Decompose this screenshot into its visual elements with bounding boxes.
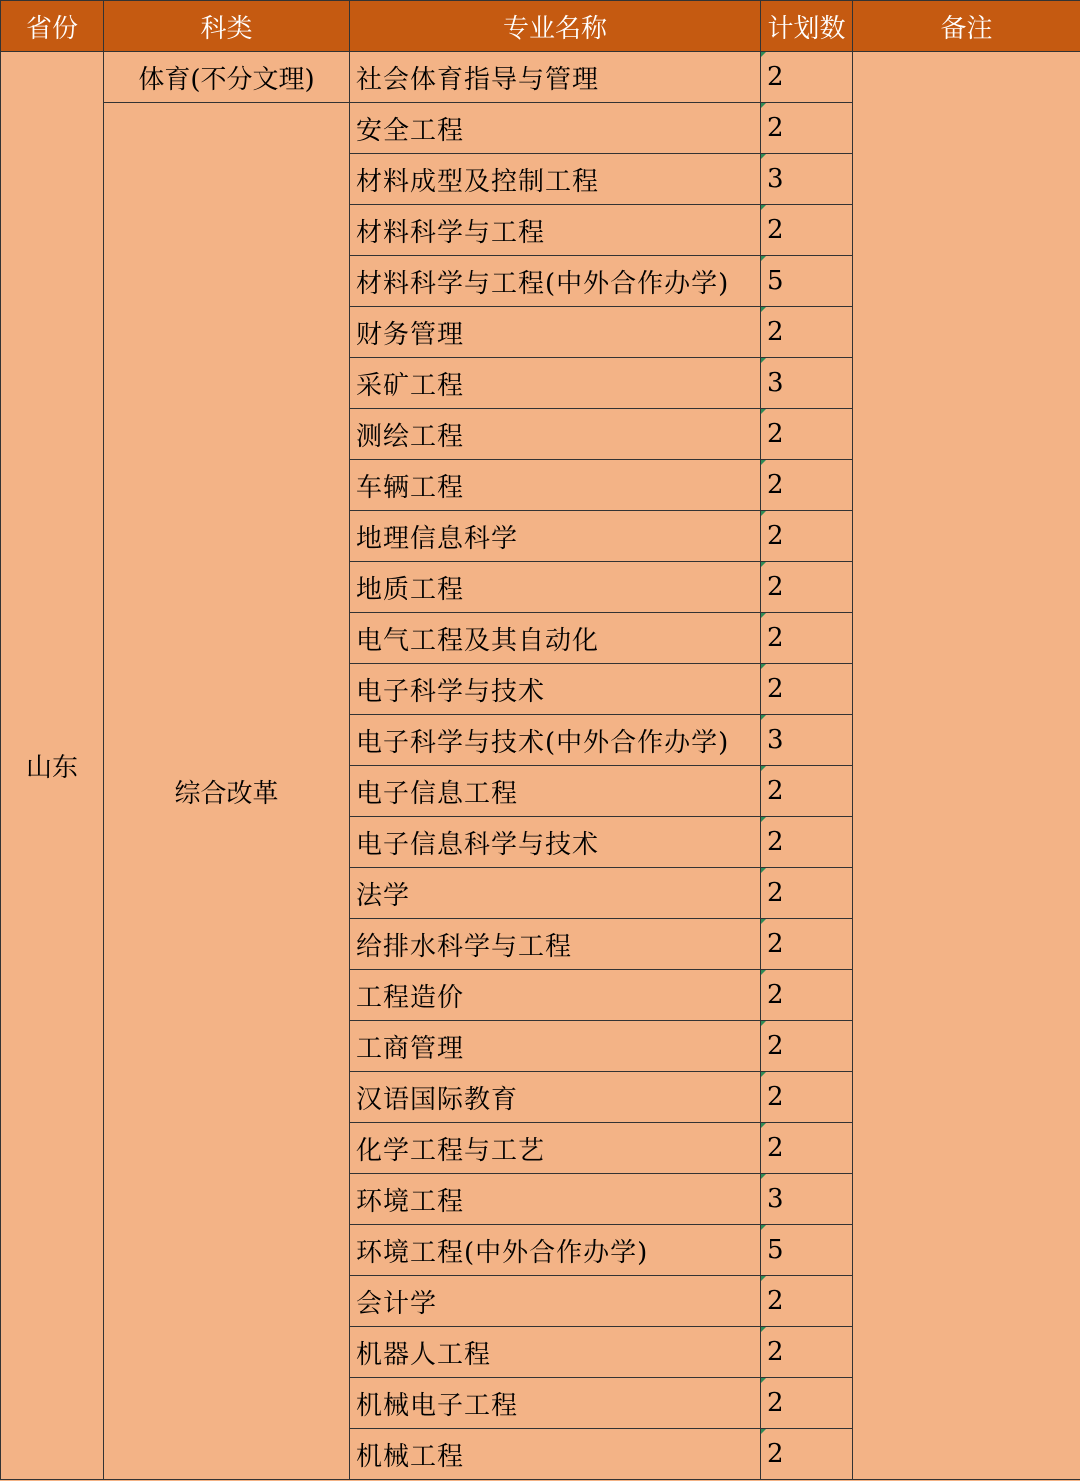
remark-cell xyxy=(853,52,1080,1480)
plan-count-cell: 2 xyxy=(761,970,853,1021)
plan-count-cell: 2 xyxy=(761,766,853,817)
major-name-cell: 化学工程与工艺 xyxy=(350,1123,761,1174)
major-name-cell: 财务管理 xyxy=(350,307,761,358)
plan-count-cell: 2 xyxy=(761,1429,853,1480)
plan-count-cell: 2 xyxy=(761,1123,853,1174)
major-name-cell: 工程造价 xyxy=(350,970,761,1021)
major-name-cell: 工商管理 xyxy=(350,1021,761,1072)
plan-count-cell: 3 xyxy=(761,715,853,766)
plan-count-cell: 2 xyxy=(761,409,853,460)
plan-count-cell: 2 xyxy=(761,307,853,358)
plan-count-cell: 3 xyxy=(761,154,853,205)
plan-count-cell: 2 xyxy=(761,1276,853,1327)
major-name-cell: 采矿工程 xyxy=(350,358,761,409)
header-remark: 备注 xyxy=(853,1,1080,52)
table-row xyxy=(1,52,1080,103)
major-name-cell: 电子科学与技术(中外合作办学) xyxy=(350,715,761,766)
plan-count-cell: 2 xyxy=(761,460,853,511)
plan-count-cell: 2 xyxy=(761,919,853,970)
major-name-cell: 机器人工程 xyxy=(350,1327,761,1378)
major-name-cell: 电气工程及其自动化 xyxy=(350,613,761,664)
plan-count-cell: 2 xyxy=(761,817,853,868)
plan-count-cell: 2 xyxy=(761,1378,853,1429)
plan-count-cell: 2 xyxy=(761,868,853,919)
major-name-cell: 环境工程 xyxy=(350,1174,761,1225)
header-row xyxy=(1,1,1080,52)
plan-count-cell: 3 xyxy=(761,358,853,409)
major-name-cell: 电子信息工程 xyxy=(350,766,761,817)
major-name-cell: 地质工程 xyxy=(350,562,761,613)
major-name-cell: 安全工程 xyxy=(350,103,761,154)
major-name-cell: 会计学 xyxy=(350,1276,761,1327)
header-plan: 计划数 xyxy=(761,1,853,52)
major-name-cell: 材料成型及控制工程 xyxy=(350,154,761,205)
major-name-cell: 机械工程 xyxy=(350,1429,761,1480)
category-cell: 体育(不分文理) xyxy=(104,52,350,103)
plan-count-cell: 5 xyxy=(761,256,853,307)
major-name-cell: 材料科学与工程(中外合作办学) xyxy=(350,256,761,307)
plan-count-cell: 5 xyxy=(761,1225,853,1276)
plan-count-cell: 2 xyxy=(761,103,853,154)
category-cell: 综合改革 xyxy=(104,103,350,1480)
plan-count-cell: 3 xyxy=(761,1174,853,1225)
plan-count-cell: 2 xyxy=(761,1021,853,1072)
plan-count-cell: 2 xyxy=(761,1327,853,1378)
header-province: 省份 xyxy=(1,1,104,52)
plan-count-cell: 2 xyxy=(761,1072,853,1123)
major-name-cell: 材料科学与工程 xyxy=(350,205,761,256)
major-name-cell: 环境工程(中外合作办学) xyxy=(350,1225,761,1276)
plan-count-cell: 2 xyxy=(761,664,853,715)
major-name-cell: 电子信息科学与技术 xyxy=(350,817,761,868)
major-name-cell: 电子科学与技术 xyxy=(350,664,761,715)
major-name-cell: 机械电子工程 xyxy=(350,1378,761,1429)
header-major: 专业名称 xyxy=(350,1,761,52)
plan-count-cell: 2 xyxy=(761,562,853,613)
plan-count-cell: 2 xyxy=(761,511,853,562)
major-name-cell: 地理信息科学 xyxy=(350,511,761,562)
major-name-cell: 测绘工程 xyxy=(350,409,761,460)
plan-count-cell: 2 xyxy=(761,613,853,664)
province-cell: 山东 xyxy=(1,52,104,1480)
major-name-cell: 法学 xyxy=(350,868,761,919)
plan-count-cell: 2 xyxy=(761,52,853,103)
major-name-cell: 给排水科学与工程 xyxy=(350,919,761,970)
table-body xyxy=(1,52,1080,1480)
plan-count-cell: 2 xyxy=(761,205,853,256)
major-name-cell: 社会体育指导与管理 xyxy=(350,52,761,103)
header-category: 科类 xyxy=(104,1,350,52)
major-name-cell: 车辆工程 xyxy=(350,460,761,511)
major-name-cell: 汉语国际教育 xyxy=(350,1072,761,1123)
